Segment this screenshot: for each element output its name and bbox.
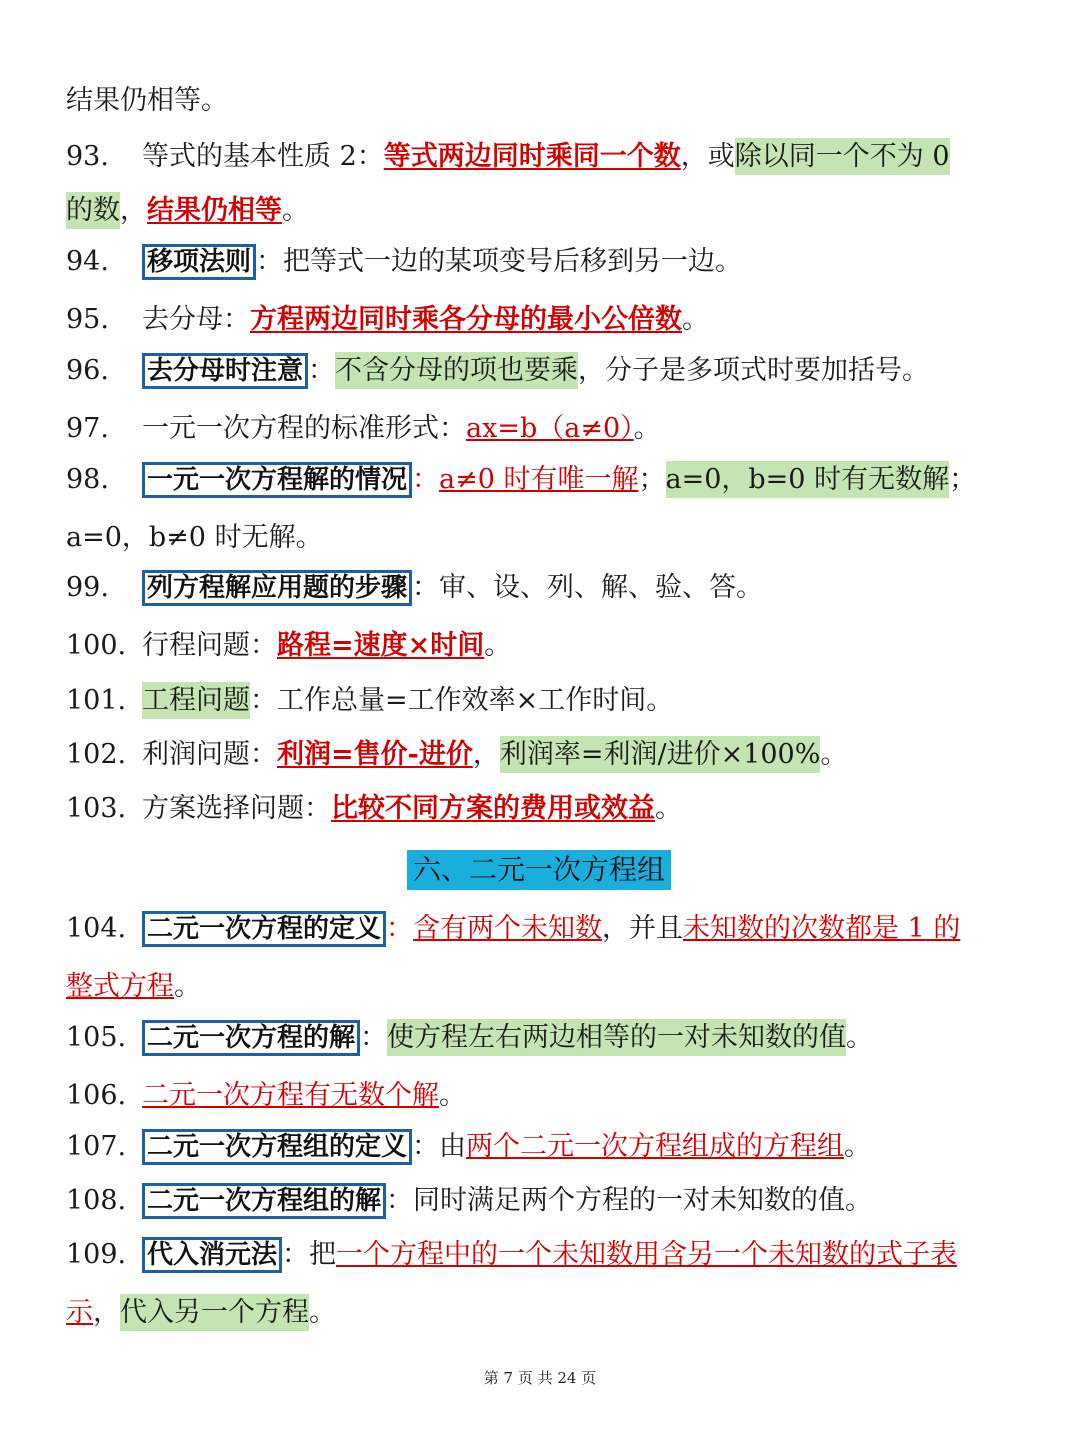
key-phrase: 方程两边同时乘各分母的最小公倍数 — [250, 304, 682, 335]
key-phrase: 未知数的次数都是 1 的 — [683, 913, 961, 944]
item-number: 97. — [66, 413, 109, 444]
highlight: 工程问题 — [142, 682, 250, 719]
line-continuation: 结果仍相等。 — [66, 85, 228, 116]
item-number: 99. — [66, 572, 109, 603]
highlight: 代入另一个方程 — [120, 1294, 309, 1331]
item-number: 95. — [66, 304, 109, 335]
term-box: 代入消元法 — [142, 1237, 282, 1273]
item-number: 104. — [66, 913, 127, 944]
key-phrase: 含有两个未知数 — [413, 913, 603, 944]
term-box: 一元一次方程解的情况 — [142, 462, 412, 498]
term-box: 二元一次方程组的解 — [142, 1183, 386, 1219]
item-100: 100. 行程问题：路程=速度×时间。 — [66, 627, 1018, 665]
item-106: 106. 二元一次方程有无数个解。 — [66, 1077, 1018, 1115]
key-phrase: 两个二元一次方程组成的方程组 — [466, 1131, 845, 1162]
highlight: 除以同一个不为 0 — [735, 138, 950, 175]
highlight: a=0，b=0 时有无数解 — [666, 461, 950, 498]
item-number: 103. — [66, 793, 127, 824]
key-phrase: a≠0 时有唯一解 — [439, 464, 639, 495]
item-97: 97. 一元一次方程的标准形式：ax=b（a≠0）。 — [66, 410, 1018, 448]
highlight: 的数 — [66, 192, 120, 229]
highlight: 不含分母的项也要乘 — [335, 352, 578, 389]
item-number: 96. — [66, 355, 109, 386]
term-box: 二元一次方程的定义 — [142, 911, 386, 947]
key-phrase: 一个方程中的一个未知数用含另一个未知数的式子表 — [336, 1239, 958, 1270]
highlight: 使方程左右两边相等的一对未知数的值 — [387, 1019, 846, 1056]
item-104-continued: 整式方程。 — [66, 971, 201, 1002]
item-number: 106. — [66, 1080, 127, 1111]
item-95: 95. 去分母：方程两边同时乘各分母的最小公倍数。 — [66, 301, 1018, 339]
item-96: 96. 去分母时注意 ：不含分母的项也要乘，分子是多项式时要加括号。 — [66, 352, 1018, 390]
key-phrase: ax=b（a≠0） — [466, 413, 634, 444]
term-box: 去分母时注意 — [142, 353, 308, 389]
page-footer: 第 7 页 共 24 页 — [483, 1369, 597, 1387]
key-phrase: 利润=售价-进价 — [277, 739, 473, 770]
item-number: 105. — [66, 1022, 127, 1053]
key-phrase: 示 — [66, 1297, 93, 1328]
item-93-continued: 的数，结果仍相等。 — [66, 192, 1018, 230]
item-94: 94. 移项法则 ：把等式一边的某项变号后移到另一边。 — [66, 243, 1018, 281]
highlight: 利润率=利润/进价×100% — [500, 736, 821, 773]
key-phrase: 结果仍相等 — [147, 195, 282, 226]
key-phrase: 路程=速度×时间 — [277, 630, 485, 661]
item-number: 98. — [66, 464, 109, 495]
item-number: 100. — [66, 630, 127, 661]
item-number: 102. — [66, 739, 127, 770]
item-number: 109. — [66, 1239, 127, 1270]
key-phrase: 二元一次方程有无数个解 — [142, 1080, 439, 1111]
item-103: 103. 方案选择问题：比较不同方案的费用或效益。 — [66, 790, 1018, 828]
term-box: 二元一次方程组的定义 — [142, 1129, 412, 1165]
item-109: 109. 代入消元法 ：把一个方程中的一个未知数用含另一个未知数的式子表 — [66, 1236, 1018, 1274]
term-box: 列方程解应用题的步骤 — [142, 570, 412, 606]
section-heading: 六、二元一次方程组 — [407, 850, 671, 890]
item-101: 101. 工程问题：工作总量=工作效率×工作时间。 — [66, 682, 1018, 720]
item-108: 108. 二元一次方程组的解 ：同时满足两个方程的一对未知数的值。 — [66, 1182, 1018, 1220]
item-99: 99. 列方程解应用题的步骤 ：审、设、列、解、验、答。 — [66, 569, 1018, 607]
item-107: 107. 二元一次方程组的定义 ：由两个二元一次方程组成的方程组。 — [66, 1128, 1018, 1166]
item-104: 104. 二元一次方程的定义 ：含有两个未知数，并且未知数的次数都是 1 的 — [66, 910, 1018, 948]
item-number: 108. — [66, 1185, 127, 1216]
key-phrase: 等式两边同时乘同一个数 — [383, 141, 681, 172]
item-102: 102. 利润问题：利润=售价-进价，利润率=利润/进价×100%。 — [66, 736, 1018, 774]
item-98-continued: a=0，b≠0 时无解。 — [66, 522, 323, 553]
item-98: 98. 一元一次方程解的情况 ：a≠0 时有唯一解；a=0，b=0 时有无数解； — [66, 461, 1018, 499]
term-box: 移项法则 — [142, 244, 256, 280]
term-box: 二元一次方程的解 — [142, 1020, 360, 1056]
item-105: 105. 二元一次方程的解 ：使方程左右两边相等的一对未知数的值。 — [66, 1019, 1018, 1057]
item-number: 107. — [66, 1131, 127, 1162]
key-phrase: 比较不同方案的费用或效益 — [331, 793, 655, 824]
item-number: 94. — [66, 246, 109, 277]
item-109-continued: 示，代入另一个方程。 — [66, 1294, 1018, 1332]
key-phrase: 整式方程 — [66, 971, 174, 1002]
item-number: 101. — [66, 685, 127, 716]
item-number: 93. — [66, 141, 109, 172]
item-93: 93. 等式的基本性质 2：等式两边同时乘同一个数，或除以同一个不为 0 — [66, 138, 1018, 176]
